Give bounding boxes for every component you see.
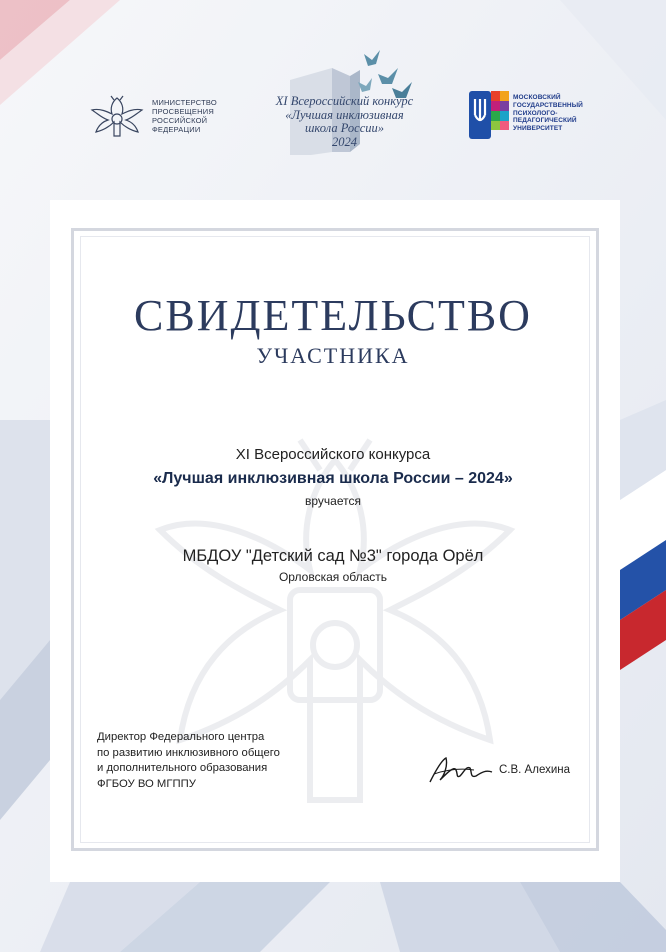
recipient-organization: МБДОУ "Детский сад №3" города Орёл <box>182 547 484 565</box>
eagle-emblem-icon <box>88 92 146 142</box>
university-line-2: ГОСУДАРСТВЕННЫЙ <box>513 101 583 109</box>
contest-name: «Лучшая инклюзивная школа России – 2024» <box>153 470 513 487</box>
ministry-line-4: ФЕДЕРАЦИИ <box>152 125 201 134</box>
university-logo <box>469 91 619 141</box>
contest-logo-line-1: XI Всероссийский конкурс <box>275 94 414 108</box>
certificate-title: СВИДЕТЕЛЬСТВО <box>134 291 532 340</box>
handwritten-signature <box>426 752 496 788</box>
recipient-region: Орловская область <box>278 570 388 584</box>
position-line-1: Директор Федерального центра <box>97 731 265 743</box>
awarded-text: вручается <box>305 494 361 508</box>
contest-logo-line-3: школа России» <box>304 121 384 135</box>
position-line-3: и дополнительного образования <box>97 762 268 774</box>
university-name <box>513 94 583 133</box>
contest-logo-line-2: «Лучшая инклюзивная <box>285 107 404 122</box>
ministry-line-3: РОССИЙСКОЙ <box>152 116 208 125</box>
signatory-position <box>97 730 337 792</box>
certificate-subtitle: УЧАСТНИКА <box>256 343 410 368</box>
university-line-4: ПЕДАГОГИЧЕСКИЙ <box>513 117 577 125</box>
position-line-4: ФГБОУ ВО МГППУ <box>97 777 196 790</box>
university-line-5: УНИВЕРСИТЕТ <box>513 125 563 133</box>
contest-logo-year: 2024 <box>332 134 357 149</box>
ministry-name <box>152 98 217 134</box>
ministry-line-2: ПРОСВЕЩЕНИЯ <box>152 107 214 116</box>
contest-logo-text <box>252 95 437 149</box>
university-line-3: ПСИХОЛОГО- <box>513 109 558 117</box>
contest-line: XI Всероссийского конкурса <box>235 446 431 463</box>
position-line-2: по развитию инклюзивного общего <box>97 746 280 759</box>
mgppu-logo-icon <box>469 91 509 139</box>
university-line-1: МОСКОВСКИЙ <box>513 94 561 101</box>
ministry-line-1: МИНИСТЕРСТВО <box>152 98 217 107</box>
signatory-name: С.В. Алехина <box>499 764 571 776</box>
ministry-logo <box>88 92 238 142</box>
